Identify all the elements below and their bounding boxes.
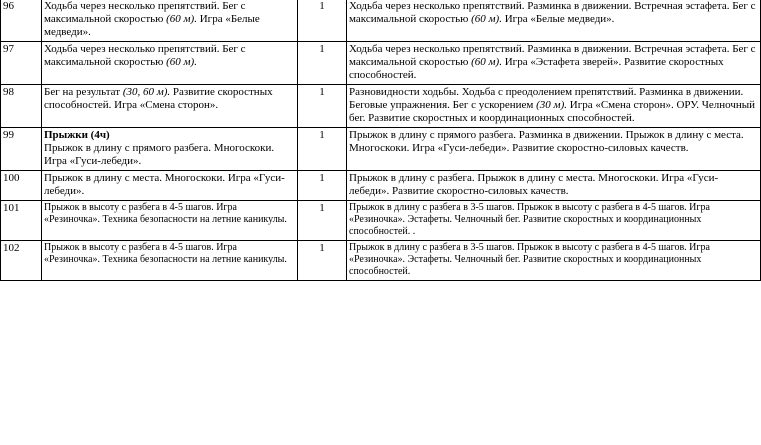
lesson-theme	[42, 42, 298, 85]
theme-italic: (30, 60 м).	[122, 86, 171, 98]
content-text: Ходьба через несколько препятствий. Разминка в движении. Встречная эстафета. Бег с максимальной скоростью	[349, 0, 756, 25]
theme-italic: (60 м).	[166, 56, 197, 68]
lesson-number: 102	[1, 241, 42, 281]
lesson-content: Прыжок в длину с разбега в 3-5 шагов. Прыжок в высоту с разбега в 4-5 шагов. Игра «Резиночка». Эстафеты. Челночный бег. Развитие скоростных и координационных способностей. .	[347, 201, 761, 241]
lesson-number: 98	[1, 85, 42, 128]
lesson-number: 96	[1, 0, 42, 42]
lesson-content: Прыжок в длину с прямого разбега. Разминка в движении. Прыжок в длину с места. Многоскоки. Игра «Гуси-лебеди». Развитие скоростно-силовых качеств.	[347, 128, 761, 171]
content-italic: (60 м).	[471, 56, 502, 68]
theme-text: Развитие скоростных способностей. Игра «Смена сторон».	[44, 86, 273, 111]
theme-text: Ходьба через несколько препятствий. Бег с максимальной скоростью	[44, 0, 246, 25]
theme-italic: (60 м).	[166, 13, 197, 25]
lesson-theme: Прыжок в длину с места. Многоскоки. Игра «Гуси-лебеди».	[42, 171, 298, 201]
table-row	[1, 85, 761, 128]
lesson-hours: 1	[298, 201, 347, 241]
table-row	[1, 42, 761, 85]
lesson-hours: 1	[298, 128, 347, 171]
lesson-theme: Прыжок в высоту с разбега в 4-5 шагов. Игра «Резиночка». Техника безопасности на летние каникулы.	[42, 241, 298, 281]
theme-text: Бег на результат	[44, 86, 123, 98]
content-italic: (30 м).	[536, 99, 567, 111]
lesson-theme	[42, 128, 298, 171]
lesson-hours: 1	[298, 85, 347, 128]
lesson-content	[347, 42, 761, 85]
content-text: Игра «Белые медведи».	[501, 13, 615, 25]
lesson-number: 97	[1, 42, 42, 85]
lesson-content: Прыжок в длину с разбега. Прыжок в длину с места. Многоскоки. Игра «Гуси-лебеди». Развитие скоростно-силовых качеств.	[347, 171, 761, 201]
content-text: Ходьба через несколько препятствий. Разминка в движении. Встречная эстафета. Бег с максимальной скоростью	[349, 43, 756, 68]
table-row	[1, 171, 761, 201]
lesson-number: 101	[1, 201, 42, 241]
content-italic: (60 м).	[471, 13, 502, 25]
section-title: Прыжки (4ч)	[44, 129, 110, 141]
lesson-theme	[42, 0, 298, 42]
lesson-hours: 1	[298, 241, 347, 281]
content-text: Игра «Эстафета зверей». Развитие скоростных способностей.	[349, 56, 724, 81]
table-row	[1, 201, 761, 241]
lesson-content	[347, 85, 761, 128]
lesson-theme: Прыжок в высоту с разбега в 4-5 шагов. Игра «Резиночка». Техника безопасности на летние каникулы.	[42, 201, 298, 241]
lesson-content	[347, 0, 761, 42]
lesson-hours: 1	[298, 0, 347, 42]
lesson-hours: 1	[298, 42, 347, 85]
table-row	[1, 241, 761, 281]
table-row	[1, 0, 761, 42]
lesson-theme	[42, 85, 298, 128]
table-row	[1, 128, 761, 171]
content-text: Разновидности ходьбы. Ходьба с преодолением препятствий. Разминка в движении. Беговые упражнения. Бег с ускорением	[349, 86, 744, 111]
lesson-content: Прыжок в длину с разбега в 3-5 шагов. Прыжок в высоту с разбега в 4-5 шагов. Игра «Резиночка». Эстафеты. Челночный бег. Развитие скоростных и координационных способностей.	[347, 241, 761, 281]
lesson-number: 100	[1, 171, 42, 201]
theme-text: Игра «Белые медведи».	[44, 13, 260, 38]
theme-text: Прыжок в длину с прямого разбега. Многоскоки. Игра «Гуси-лебеди».	[44, 142, 275, 167]
lesson-hours: 1	[298, 171, 347, 201]
lesson-number: 99	[1, 128, 42, 171]
content-text: Игра «Смена сторон». ОРУ. Челночный бег. Развитие скоростных и координационных способностей.	[349, 99, 756, 124]
theme-text: Ходьба через несколько препятствий. Бег с максимальной скоростью	[44, 43, 246, 68]
